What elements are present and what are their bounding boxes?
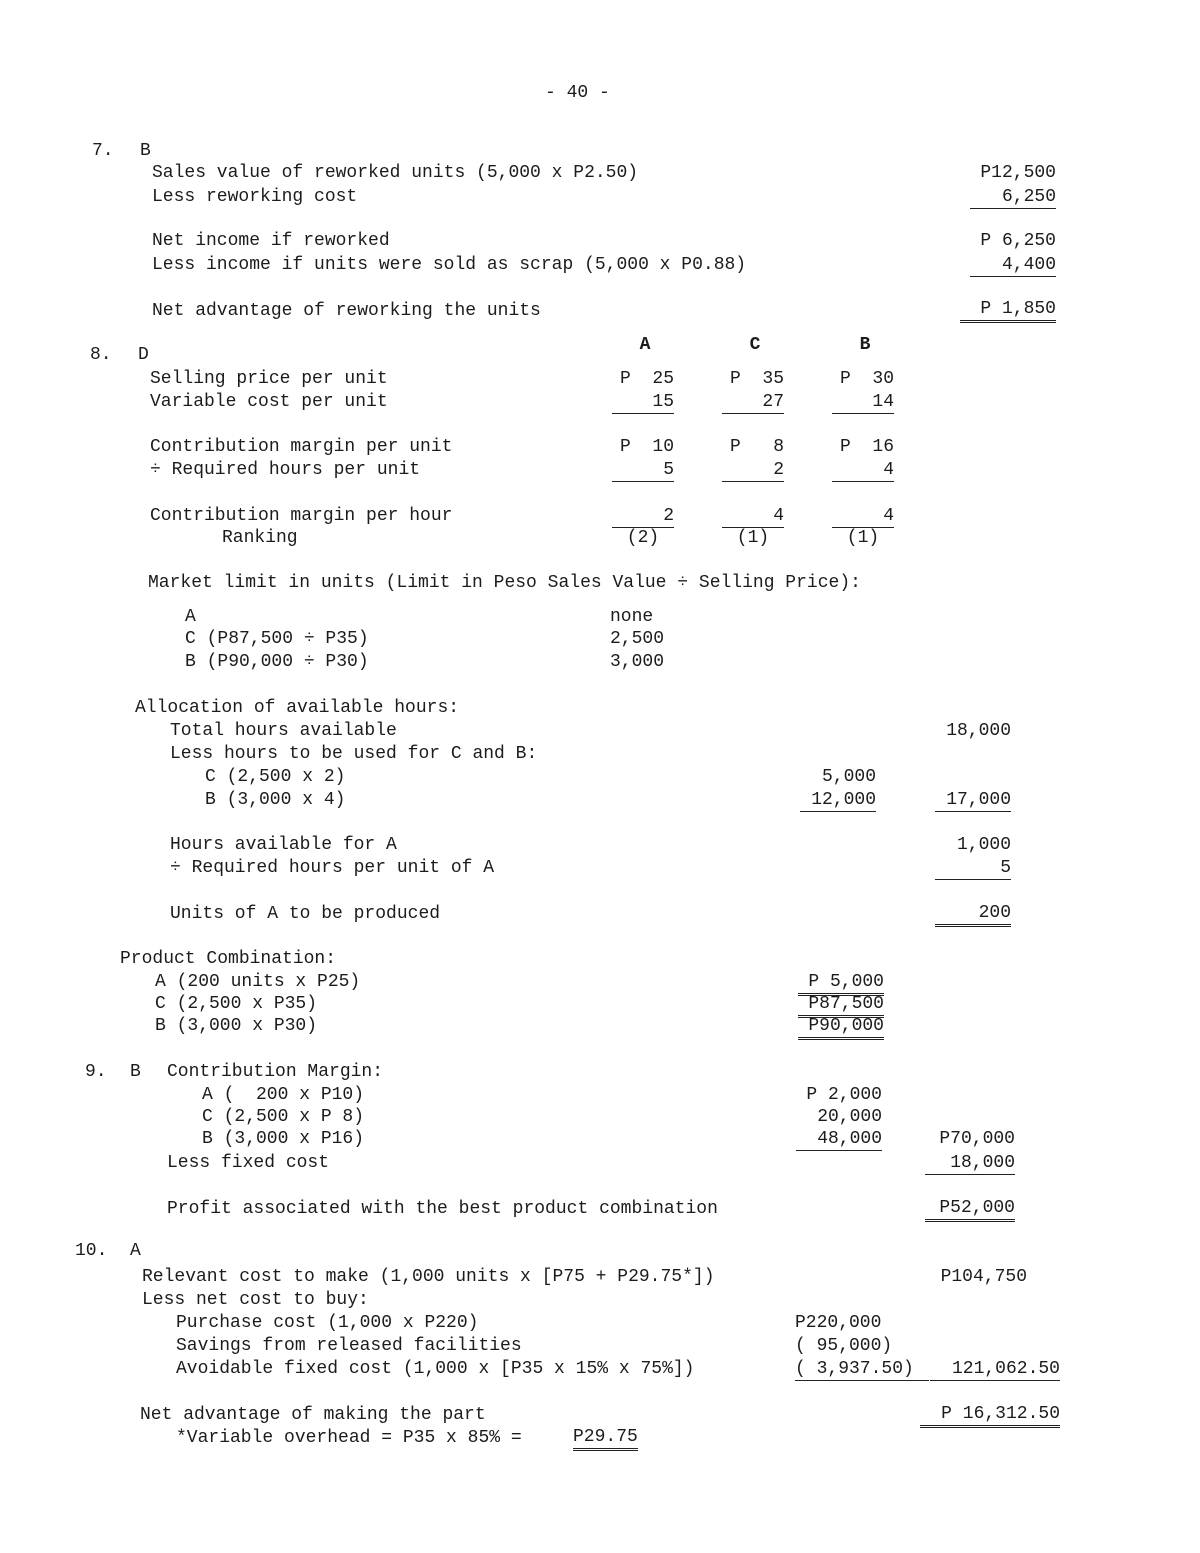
q8-total-hours: 18,000 [946,721,1011,741]
q10-note-value: P29.75 [573,1426,638,1451]
q8-combo-value: P90,000 [798,1015,884,1040]
q8-header-a: A [639,335,651,355]
q8-combo-label: B (3,000 x P30) [155,1016,318,1036]
q8-row-label: Contribution margin per hour [150,506,453,526]
q7-rework-value: 6,250 [970,186,1056,209]
q9-cm-total: P70,000 [939,1129,1015,1149]
q8-row-label: Selling price per unit [150,369,388,389]
q9-title: Contribution Margin: [167,1062,384,1082]
q7-scrap-label: Less income if units were sold as scrap (5,000 x P0.88) [152,255,747,275]
q8-market-value: 3,000 [610,652,665,672]
q8-header-b: B [859,335,871,355]
q7-scrap-value: 4,400 [970,254,1056,277]
q10-buy-label: Less net cost to buy: [142,1290,369,1310]
q8-total-hours-label: Total hours available [170,721,397,741]
q7-answer: B [140,141,151,161]
q8-req-a-label: ÷ Required hours per unit of A [170,858,495,878]
q8-row-label: Contribution margin per unit [150,437,453,457]
q10-number: 10. [75,1241,108,1261]
q10-savings-value: ( 95,000) [795,1336,893,1356]
q7-rework-label: Less reworking cost [152,187,358,207]
q8-combo-label: C (2,500 x P35) [155,994,318,1014]
q8-variable-c: 27 [722,391,784,414]
q10-net-label: Net advantage of making the part [140,1405,486,1425]
q8-variable-a: 15 [612,391,674,414]
q8-market-label: B (P90,000 ÷ P30) [185,652,369,672]
q8-cb-total: 17,000 [935,789,1011,812]
q8-ranking-label: Ranking [222,528,298,548]
q10-make-value: P104,750 [940,1267,1027,1287]
q8-c-hours-label: C (2,500 x 2) [205,767,346,787]
q8-variable-b: 14 [832,391,894,414]
q8-market-label: A [185,607,196,627]
q8-hours-b: 4 [832,459,894,482]
q8-number: 8. [90,345,112,365]
q8-combo-title: Product Combination: [120,949,337,969]
q10-purchase-value: P220,000 [795,1313,882,1333]
q8-header-c: C [749,335,761,355]
q9-item-label: C (2,500 x P 8) [202,1107,365,1127]
q9-item-label: A ( 200 x P10) [202,1085,365,1105]
q8-market-title: Market limit in units (Limit in Peso Sales Value ÷ Selling Price): [148,573,861,593]
q8-combo-label: A (200 units x P25) [155,972,361,992]
q7-net-label: Net income if reworked [152,231,390,251]
q8-units-a: 200 [935,902,1011,927]
q9-number: 9. [85,1062,107,1082]
q10-avoid-value: ( 3,937.50) [795,1358,929,1381]
q9-profit-value: P52,000 [925,1197,1015,1222]
q10-avoid-label: Avoidable fixed cost (1,000 x [P35 x 15% x 75%]) [176,1359,695,1379]
q8-alloc-title: Allocation of available hours: [135,698,460,718]
q9-profit-label: Profit associated with the best product combination [167,1199,718,1219]
q8-units-a-label: Units of A to be produced [170,904,441,924]
q7-sales-value: P12,500 [980,163,1056,183]
q10-buy-total: 121,062.50 [930,1358,1060,1381]
q7-sales-label: Sales value of reworked units (5,000 x P2.50) [152,163,639,183]
q8-cm-unit-c: P 8 [729,437,784,457]
q9-fixed-label: Less fixed cost [167,1153,330,1173]
q7-net-value: P 6,250 [980,231,1056,251]
q8-cm-hour-b: 4 [832,505,894,528]
q9-item-value: 48,000 [796,1128,882,1151]
q9-fixed-value: 18,000 [925,1152,1015,1175]
q8-hours-a: 1,000 [956,835,1011,855]
q9-answer: B [130,1062,141,1082]
q9-item-value: P 2,000 [806,1085,882,1105]
q8-selling-b: P 30 [839,369,894,389]
q8-selling-c: P 35 [729,369,784,389]
q10-net-value: P 16,312.50 [920,1403,1060,1428]
q8-selling-a: P 25 [619,369,674,389]
q8-market-label: C (P87,500 ÷ P35) [185,629,369,649]
q10-purchase-label: Purchase cost (1,000 x P220) [176,1313,479,1333]
q8-b-hours: 12,000 [800,789,876,812]
page-number: - 40 - [545,83,610,103]
q8-cm-hour-c: 4 [722,505,784,528]
q7-advantage-label: Net advantage of reworking the units [152,301,541,321]
q8-less-hours-label: Less hours to be used for C and B: [170,744,538,764]
q8-c-hours: 5,000 [821,767,876,787]
q7-number: 7. [92,141,114,161]
q8-market-value: 2,500 [610,629,665,649]
q8-row-label: ÷ Required hours per unit [150,460,421,480]
q8-combo-value: P 5,000 [798,971,884,996]
q8-rank-c: (1) [736,528,770,548]
q10-note-label: *Variable overhead = P35 x 85% = [176,1428,522,1448]
q8-answer: D [138,345,149,365]
q8-cm-unit-a: P 10 [619,437,674,457]
q9-item-label: B (3,000 x P16) [202,1129,365,1149]
q8-market-value: none [610,607,654,627]
q8-combo-value: P87,500 [798,993,884,1018]
q10-make-label: Relevant cost to make (1,000 units x [P75 + P29.75*]) [142,1267,715,1287]
q8-cm-hour-a: 2 [612,505,674,528]
q8-hours-c: 2 [722,459,784,482]
q9-item-value: 20,000 [817,1107,882,1127]
q8-req-a: 5 [935,857,1011,880]
q8-hours-a-label: Hours available for A [170,835,397,855]
q10-answer: A [130,1241,141,1261]
q7-advantage-value: P 1,850 [960,298,1056,323]
q10-savings-label: Savings from released facilities [176,1336,522,1356]
q8-hours-a: 5 [612,459,674,482]
q8-cm-unit-b: P 16 [839,437,894,457]
q8-rank-a: (2) [626,528,660,548]
q8-b-hours-label: B (3,000 x 4) [205,790,346,810]
q8-row-label: Variable cost per unit [150,392,388,412]
q8-rank-b: (1) [846,528,880,548]
